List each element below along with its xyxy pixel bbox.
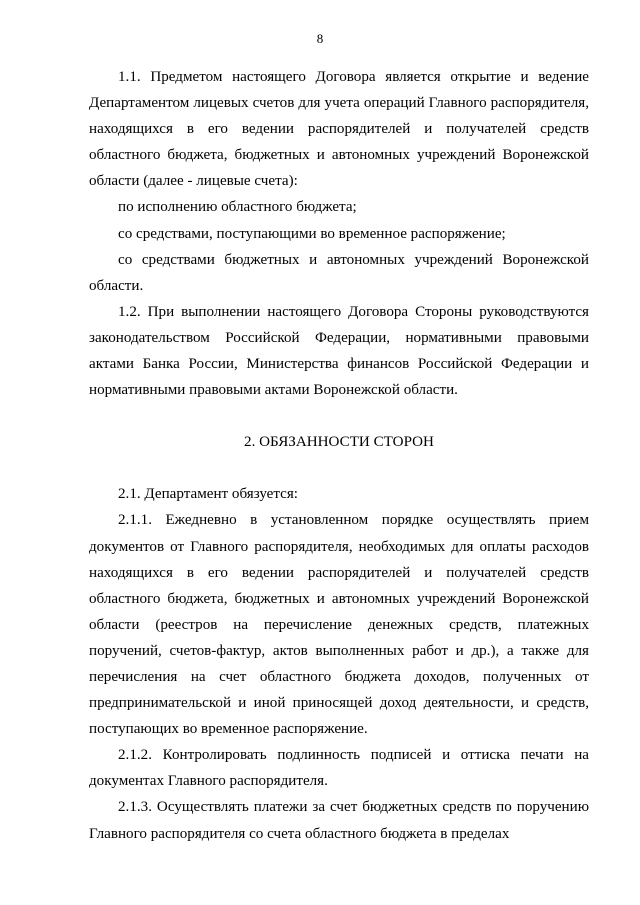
paragraph-2-1-3: 2.1.3. Осуществлять платежи за счет бюджетных средств по поручению Главного распорядителя со счета областного бюджета в пределах [89,799,589,842]
paragraph-list-item: по исполнению областного бюджета; [118,199,357,216]
paragraph-2-1: 2.1. Департамент обязуется: [118,486,298,503]
paragraph-list-item: со средствами, поступающими во временное распоряжение; [118,225,506,242]
page-number: 8 [316,31,324,46]
section-heading: 2. ОБЯЗАННОСТИ СТОРОН [244,434,434,451]
paragraph-1-2: 1.2. При выполнении настоящего Договора Стороны руководствуются законодательством Российской Федерации, нормативными правовыми актами Банка России, Министерства финансов Российской Федерации и нормативными правовыми актами Воронежской области. [89,303,589,399]
paragraph-1-1: 1.1. Предметом настоящего Договора является открытие и ведение Департаментом лицевых счетов для учета операций Главного распорядителя, находящихся в его ведении распорядителей и получателей средств областного бюджета, бюджетных и автономных учреждений Воронежской области (далее - лицевые счета): [89,69,589,190]
document-body [89,64,589,847]
paragraph-2-1-2: 2.1.2. Контролировать подлинность подписей и оттиска печати на документах Главного распорядителя. [89,747,589,790]
paragraph-2-1-1: 2.1.1. Ежедневно в установленном порядке осуществлять прием документов от Главного распорядителя, необходимых для оплаты расходов находящихся в его ведении распорядителей и получателей средств областного бюджета, бюджетных и автономных учреждений Воронежской области (реестров на перечисление денежных средств, платежных поручений, счетов-фактур, актов выполненных работ и др.), а также для перечисления на счет областного бюджета доходов, полученных от предпринимательской и иной приносящей доход деятельности, и средств, поступающих во временное распоряжение. [89,512,589,738]
paragraph-list-item: со средствами бюджетных и автономных учреждений Воронежской области. [89,251,589,294]
